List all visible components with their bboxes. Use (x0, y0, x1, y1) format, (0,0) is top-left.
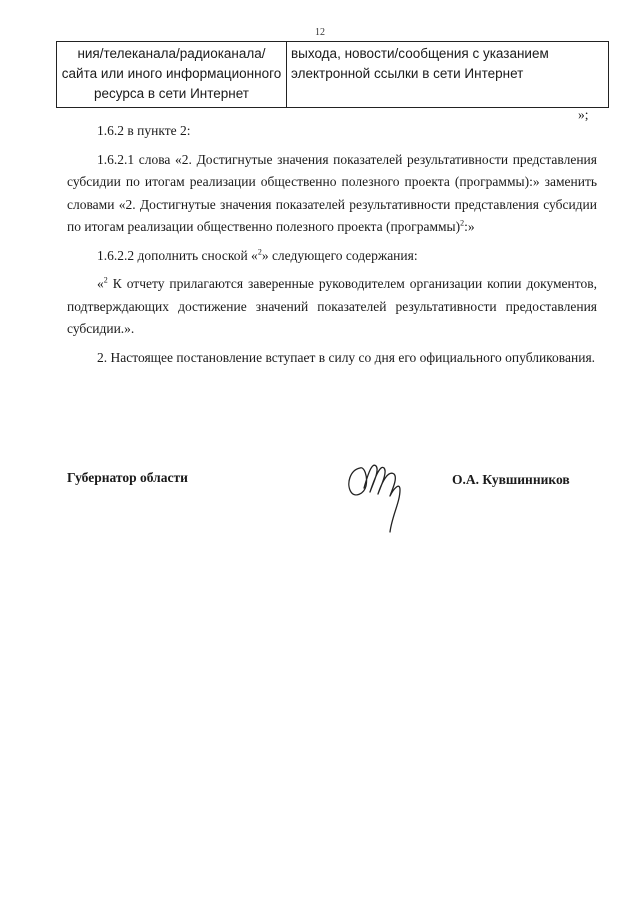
table-cell-left: ния/телеканала/радиоканала/сайта или иного информационного ресурса в сети Интернет (57, 42, 287, 108)
paragraph-1-6-2: 1.6.2 в пункте 2: (97, 123, 191, 138)
footnote-mark: 2 (257, 247, 262, 256)
paragraph-1-6-2-2 (67, 245, 597, 268)
closing-quote: »; (578, 107, 589, 122)
signatory-title: Губернатор области (67, 470, 188, 485)
footnote-mark: 2 (460, 218, 465, 228)
paragraph-text: 1.6.2.1 слова «2. Достигнутые значения показателей результативности представления субсидии по итогам реализации общественно полезного проекта (программы):» заменить словами «2. Достигнутые значения показателей результативности представления субсидии по итогам реализации общественно полезного проекта (программы) (67, 151, 597, 234)
page-number: 12 (315, 27, 325, 38)
footnote-mark: 2 (103, 275, 108, 285)
footnote-text (67, 273, 597, 341)
table-cell-right: выхода, новости/сообщения с указанием электронной ссылки в сети Интернет (287, 42, 609, 108)
paragraph-1-6-2-1 (67, 149, 597, 239)
table-row (57, 42, 609, 108)
paragraph-text-end: » следующего содержания: (261, 247, 418, 263)
paragraph-text-end: :» (464, 219, 475, 234)
open-quote: « (97, 276, 104, 291)
paragraph-text: К отчету прилагаются заверенные руководителем организации копии документов, подтверждающих достижение значений показателей результативности предоставления субсидии.». (67, 276, 597, 336)
paragraph-2: 2. Настоящее постановление вступает в силу со дня его официального опубликования. (97, 349, 596, 365)
signatory-name: О.А. Кувшинников (452, 472, 570, 487)
document-body (67, 120, 597, 375)
paragraph-text: 1.6.2.2 дополнить сноской « (97, 247, 258, 263)
continuation-table (56, 41, 609, 108)
handwritten-signature (342, 452, 412, 538)
